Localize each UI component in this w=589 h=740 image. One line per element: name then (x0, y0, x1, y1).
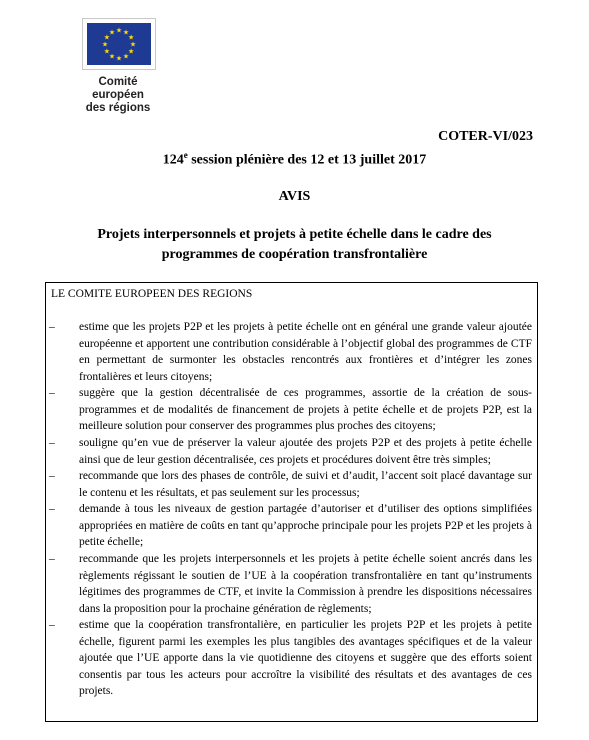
star-icon: ★ (129, 40, 137, 49)
session-line (0, 150, 589, 169)
star-icon: ★ (101, 40, 109, 49)
logo-line-1: Comité européen (92, 76, 144, 101)
list-item-text: estime que les projets P2P et les projets à petite échelle ont en général une grande valeur ajoutée européenne et apportent une contribution considérable à l’objectif global des programmes de CTF en permettant de surmonter les obstacles rencontrés aux frontières et d’intégrer les zones frontalières et leurs citoyens; (79, 321, 532, 383)
bullet-dash: – (49, 503, 55, 515)
eu-stars-icon (82, 18, 156, 70)
title-line-2: programmes de coopération transfrontalière (161, 247, 428, 262)
logo-text (78, 76, 188, 115)
bullet-dash: – (49, 437, 55, 449)
star-icon: ★ (108, 28, 116, 37)
star-icon: ★ (127, 33, 135, 42)
star-icon: ★ (127, 47, 135, 56)
star-icon: ★ (122, 28, 130, 37)
list-item-text: demande à tous les niveaux de gestion partagée d’autoriser et d’utiliser des options simplifiées appropriées en matière de coûts en tant qu’approche principale pour les projets P2P et les projets à petite échelle; (79, 503, 532, 548)
session-ordinal: 124 (162, 152, 184, 168)
eu-flag-icon (82, 18, 156, 70)
session-superscript: e (183, 150, 188, 160)
opinion-box (45, 282, 538, 722)
bullet-dash: – (49, 387, 55, 399)
document-title (70, 225, 519, 265)
session-text: session plénière des 12 et 13 juillet 2017 (187, 152, 427, 168)
logo-line-2: des régions (85, 102, 151, 114)
bullet-dash: – (49, 321, 55, 333)
box-heading: LE COMITE EUROPEEN DES REGIONS (51, 288, 253, 300)
list-item-text: souligne qu’en vue de préserver la valeur ajoutée des projets P2P et des projets à petite échelle ainsi que de leur gestion décentralisée, ces projets et procédures doivent être très simples; (79, 437, 532, 466)
bullet-dash: – (49, 470, 55, 482)
cor-logo (78, 18, 188, 115)
bullet-dash: – (49, 553, 55, 565)
star-icon: ★ (122, 52, 130, 61)
list-item-text: estime que la coopération transfrontalière, en particulier les projets P2P et les projets à petite échelle, figurent parmi les exemples les plus tangibles des avantages spécifiques et de la valeur ajoutée que l’UE apporte dans la vie quotidienne des citoyens et suggère que des efforts soient consentis par tous les acteurs pour accroître la visibilité des résultats et des avantages de ces projets. (79, 619, 532, 697)
list-item-text: recommande que lors des phases de contrôle, de suivi et d’audit, l’accent soit placé davantage sur le contenu et les résultats, et pas seulement sur les processus; (79, 470, 532, 499)
bullet-dash: – (49, 619, 55, 631)
document-reference: COTER-VI/023 (438, 129, 533, 144)
star-icon: ★ (108, 52, 116, 61)
star-icon: ★ (115, 54, 123, 63)
list-item-text: suggère que la gestion décentralisée de ces programmes, assortie de la création de sous-programmes et de modalités de financement de projets à petite échelle et de projets P2P, est la meilleure solution pour conserver des programmes plus proches des citoyens; (79, 387, 532, 432)
document-type: AVIS (278, 189, 311, 204)
star-icon: ★ (103, 33, 111, 42)
star-icon: ★ (115, 26, 123, 35)
star-icon: ★ (103, 47, 111, 56)
title-line-1: Projets interpersonnels et projets à petite échelle dans le cadre des (97, 227, 492, 242)
list-item-text: recommande que les projets interpersonnels et les projets à petite échelle soient ancrés dans les règlements régissant le soutien de l’UE à la coopération transfrontalière en tant qu’instruments légitimes des programmes de CTF, et invite la Commission à prendre les dispositions nécessaires dans la proposition pour la prochaine génération de règlements; (79, 553, 532, 615)
